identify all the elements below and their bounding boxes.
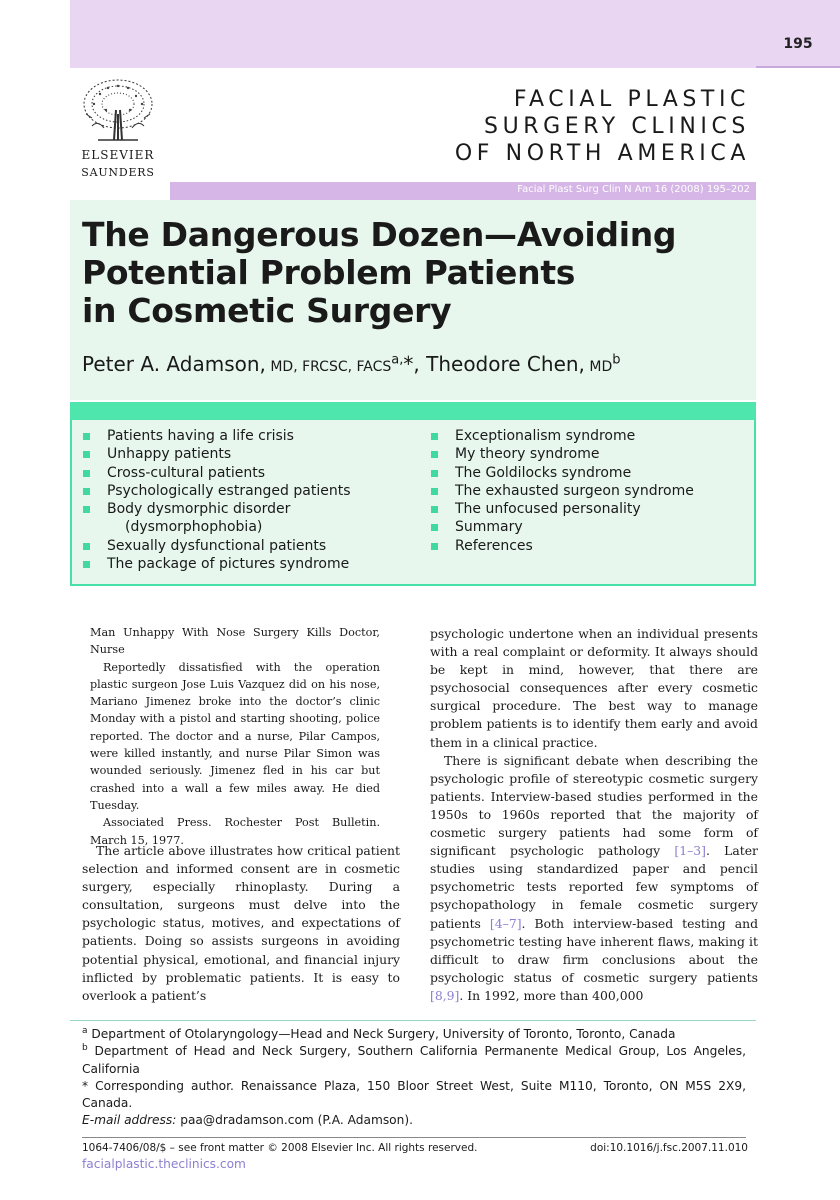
- outline-item[interactable]: Cross-cultural patients: [82, 464, 402, 482]
- epigraph-source: Associated Press. Rochester Post Bulletin. March 15, 1977.: [90, 816, 380, 847]
- outline-item[interactable]: The exhausted surgeon syndrome: [430, 482, 750, 500]
- epigraph: [90, 624, 380, 849]
- publisher-name: ELSEVIER: [81, 148, 155, 162]
- outline-item[interactable]: Unhappy patients: [82, 445, 402, 463]
- footnote-corresponding: * Corresponding author. Renaissance Plaza, 150 Bloor Street West, Suite M110, Toronto, ON M5S 2X9, Canada.: [82, 1078, 746, 1111]
- journal-title-line: SURGERY CLINICS: [484, 114, 750, 139]
- outline-item[interactable]: The package of pictures syndrome: [82, 555, 402, 573]
- outline-item[interactable]: Exceptionalism syndrome: [430, 427, 750, 445]
- bullet-icon: [83, 470, 90, 477]
- body-column-right: [430, 625, 758, 1005]
- bullet-icon: [83, 506, 90, 513]
- reference-link[interactable]: [4–7]: [489, 915, 522, 931]
- bullet-icon: [83, 451, 90, 458]
- footer-doi: doi:10.1016/j.fsc.2007.11.010: [590, 1142, 748, 1154]
- bullet-icon: [83, 543, 90, 550]
- outline-item[interactable]: My theory syndrome: [430, 445, 750, 463]
- body-paragraph: The article above illustrates how critical patient selection and informed consent are in cosmetic surgery, especially rhinoplasty. During a consultation, surgeons must delve into the psychologic status, motives, and expectations of patients. Doing so assists surgeons in avoiding potential physical, emotional, and financial injury inflicted by problematic patients. It is easy to overlook a patient’s: [82, 843, 400, 1003]
- bullet-icon: [431, 524, 438, 531]
- footer-issn: 1064-7406/08/$ – see front matter © 2008 Elsevier Inc. All rights reserved.: [82, 1142, 478, 1154]
- bullet-icon: [83, 561, 90, 568]
- page-number: 195: [783, 36, 813, 52]
- outline-item[interactable]: The unfocused personality: [430, 500, 750, 518]
- author-affiliation-mark: b: [612, 352, 621, 368]
- footer-url-link[interactable]: facialplastic.theclinics.com: [82, 1157, 246, 1171]
- article-title-line: in Cosmetic Surgery: [82, 291, 452, 330]
- publisher-logo: [72, 74, 164, 186]
- page-tab: [756, 0, 840, 68]
- bullet-icon: [431, 543, 438, 550]
- bullet-icon: [431, 470, 438, 477]
- reference-link[interactable]: [8,9]: [430, 987, 460, 1003]
- body-column-left: [82, 842, 400, 1005]
- article-title-line: The Dangerous Dozen—Avoiding: [82, 215, 677, 254]
- body-paragraph: There is significant debate when describing the psychologic profile of stereotypic cosmetic surgery patients. Interview-based studies performed in the 1950s to 1960s reported that the majority of cosmetic surgery patients had some form of significant psychologic pathology [1–3]. Later studies using standardized paper and pencil psychometric tests reported few symptoms of psychopathology in female cosmetic surgery patients [4–7]. Both interview-based testing and psychometric testing have inherent flaws, making it difficult to draw firm conclusions about the psychologic status of cosmetic surgery patients [8,9]. In 1992, more than 400,000: [430, 752, 758, 1003]
- bullet-icon: [431, 433, 438, 440]
- article-title: [82, 216, 742, 330]
- journal-title: [455, 86, 750, 167]
- journal-title-line: FACIAL PLASTIC: [513, 87, 750, 112]
- footnote-divider: [70, 1020, 756, 1021]
- body-paragraph: psychologic undertone when an individual presents with a real complaint or deformity. It always should be kept in mind, however, that there are psychosocial consequences after every cosmetic surgical procedure. The best way to manage problem patients is to identify them early and avoid them in a clinical practice.: [430, 626, 758, 750]
- bullet-icon: [431, 488, 438, 495]
- footnote-email: E-mail address: paa@dradamson.com (P.A. Adamson).: [82, 1113, 413, 1128]
- outline-item[interactable]: Summary: [430, 518, 750, 536]
- author-affiliation-mark: a,: [391, 352, 404, 368]
- outline-column-right: [430, 427, 750, 555]
- epigraph-body: Reportedly dissatisfied with the operation plastic surgeon Jose Luis Vazquez did on his nose, Mariano Jimenez broke into the doctor’s clinic Monday with a pistol and starting shooting, police reported. The doctor and a nurse, Pilar Campos, were killed instantly, and nurse Pilar Simon was wounded seriously. Jimenez fled in his car but crashed into a wall a few miles away. He died Tuesday.: [90, 660, 380, 812]
- publisher-imprint: SAUNDERS: [81, 166, 155, 179]
- footer-divider: [82, 1137, 746, 1138]
- author-list: [82, 352, 742, 376]
- outline-column-left: [82, 427, 402, 573]
- article-title-line: Potential Problem Patients: [82, 253, 576, 292]
- author-name: Theodore Chen,: [426, 352, 585, 376]
- corresponding-author-mark: *,: [403, 352, 427, 376]
- reference-link[interactable]: [1–3]: [674, 843, 706, 859]
- outline-item[interactable]: Patients having a life crisis: [82, 427, 402, 445]
- footnote-affiliation-a: $^a$ Department of Otolaryngology—Head and Neck Surgery, University of Toronto, Toronto, Canada: [82, 1025, 676, 1041]
- elsevier-tree-icon: [78, 74, 158, 146]
- outline-item[interactable]: The Goldilocks syndrome: [430, 464, 750, 482]
- epigraph-headline: Man Unhappy With Nose Surgery Kills Doctor, Nurse: [90, 626, 380, 657]
- journal-citation: Facial Plast Surg Clin N Am 16 (2008) 195–202: [517, 184, 750, 195]
- bullet-icon: [431, 451, 438, 458]
- bullet-icon: [83, 488, 90, 495]
- bullet-icon: [431, 506, 438, 513]
- author-degrees: MD, FRCSC, FACS: [265, 359, 392, 375]
- outline-item-continuation[interactable]: (dysmorphophobia): [125, 519, 263, 536]
- outline-bar: [70, 402, 756, 420]
- author-degrees: MD: [584, 359, 613, 375]
- top-band: [70, 0, 756, 68]
- author-name: Peter A. Adamson,: [82, 352, 266, 376]
- footnote-affiliation-b: $^b$ Department of Head and Neck Surgery, Southern California Permanente Medical Group, Los Angeles, California: [82, 1043, 746, 1076]
- outline-item[interactable]: Body dysmorphic disorder: [82, 500, 402, 518]
- footnotes: [82, 1026, 746, 1130]
- outline-item[interactable]: Sexually dysfunctional patients: [82, 537, 402, 555]
- email-link[interactable]: paa@dradamson.com (P.A. Adamson).: [176, 1113, 413, 1128]
- bullet-icon: [83, 433, 90, 440]
- journal-title-line: OF NORTH AMERICA: [454, 141, 750, 166]
- outline-item[interactable]: Psychologically estranged patients: [82, 482, 402, 500]
- outline-item[interactable]: References: [430, 537, 750, 555]
